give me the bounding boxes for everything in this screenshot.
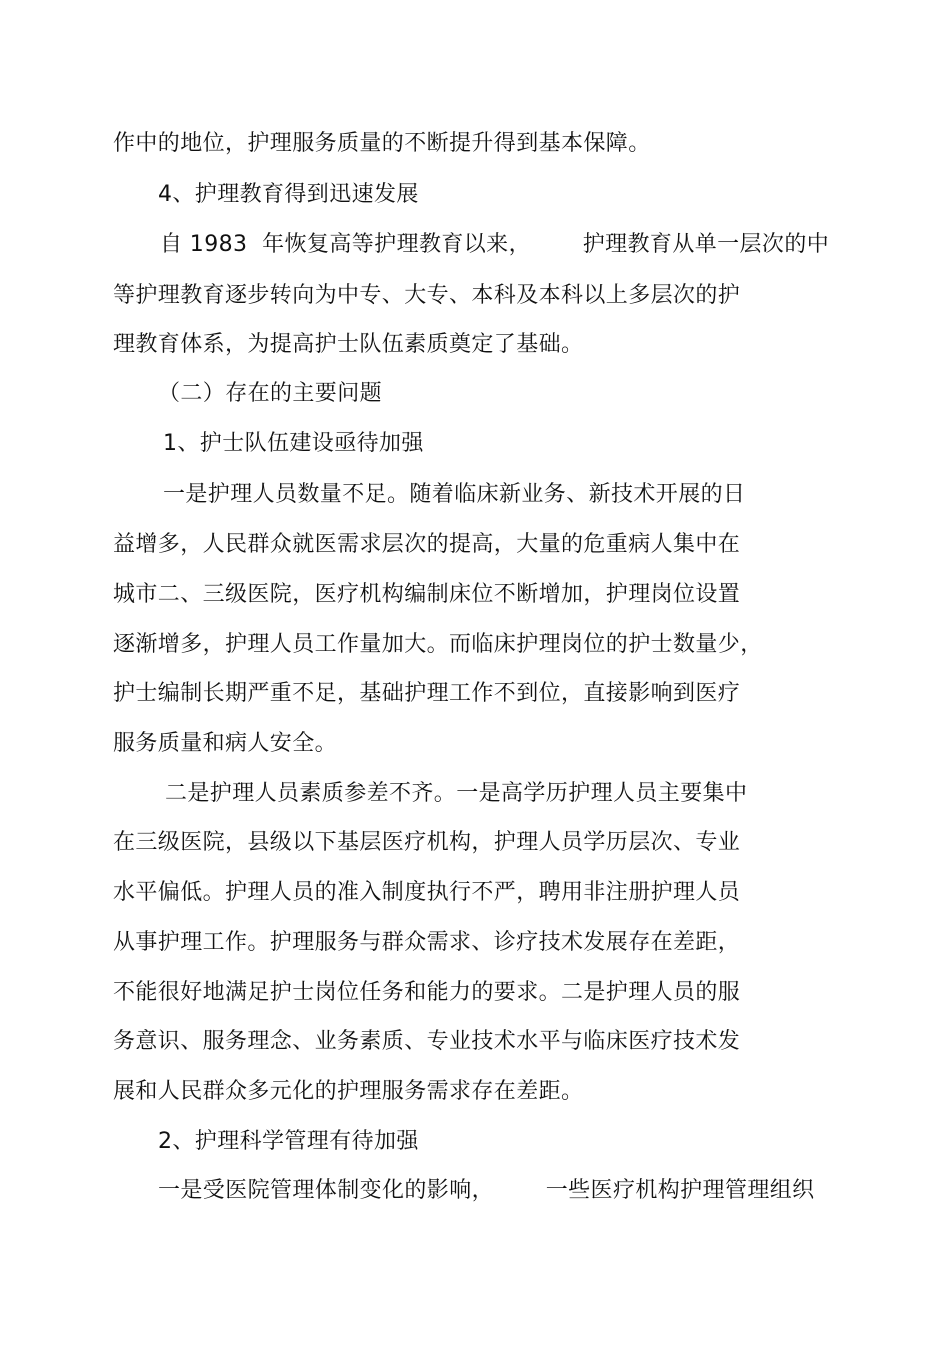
paragraph-line: 护士编制长期严重不足，基础护理工作不到位，直接影响到医疗 (113, 681, 741, 706)
section-heading: 1、护士队伍建设亟待加强 (163, 431, 424, 456)
paragraph-line: 不能很好地满足护士岗位任务和能力的要求。二是护理人员的服 (113, 980, 741, 1005)
paragraph-line: 城市二、三级医院，医疗机构编制床位不断增加，护理岗位设置 (113, 582, 741, 607)
paragraph-line: 水平偏低。护理人员的准入制度执行不严，聘用非注册护理人员 (113, 880, 741, 905)
paragraph-line: 作中的地位，护理服务质量的不断提升得到基本保障。 (113, 131, 651, 156)
paragraph-line: 展和人民群众多元化的护理服务需求存在差距。 (113, 1079, 584, 1104)
section-heading: 4、护理教育得到迅速发展 (158, 182, 419, 207)
paragraph-line: 等护理教育逐步转向为中专、大专、本科及本科以上多层次的护 (113, 283, 741, 308)
section-heading: 2、护理科学管理有待加强 (158, 1129, 419, 1154)
paragraph-line: 一是护理人员数量不足。随着临床新业务、新技术开展的日 (163, 482, 746, 507)
section-heading: （二）存在的主要问题 (158, 381, 383, 406)
paragraph-line: 从事护理工作。护理服务与群众需求、诊疗技术发展存在差距， (113, 930, 741, 955)
paragraph-line: 自 1983 年恢复高等护理教育以来， 护理教育从单一层次的中 (160, 232, 830, 257)
paragraph-line: 理教育体系，为提高护士队伍素质奠定了基础。 (113, 332, 584, 357)
paragraph-line: 二是护理人员素质参差不齐。一是高学历护理人员主要集中 (165, 781, 748, 806)
paragraph-line: 益增多，人民群众就医需求层次的提高，大量的危重病人集中在 (113, 532, 741, 557)
paragraph-line: 服务质量和病人安全。 (113, 731, 338, 756)
paragraph-line: 务意识、服务理念、业务素质、专业技术水平与临床医疗技术发 (113, 1029, 741, 1054)
paragraph-line: 一是受医院管理体制变化的影响， 一些医疗机构护理管理组织 (158, 1178, 815, 1203)
paragraph-line: 逐渐增多，护理人员工作量加大。而临床护理岗位的护士数量少， (113, 632, 763, 657)
paragraph-line: 在三级医院，县级以下基层医疗机构，护理人员学历层次、专业 (113, 830, 741, 855)
